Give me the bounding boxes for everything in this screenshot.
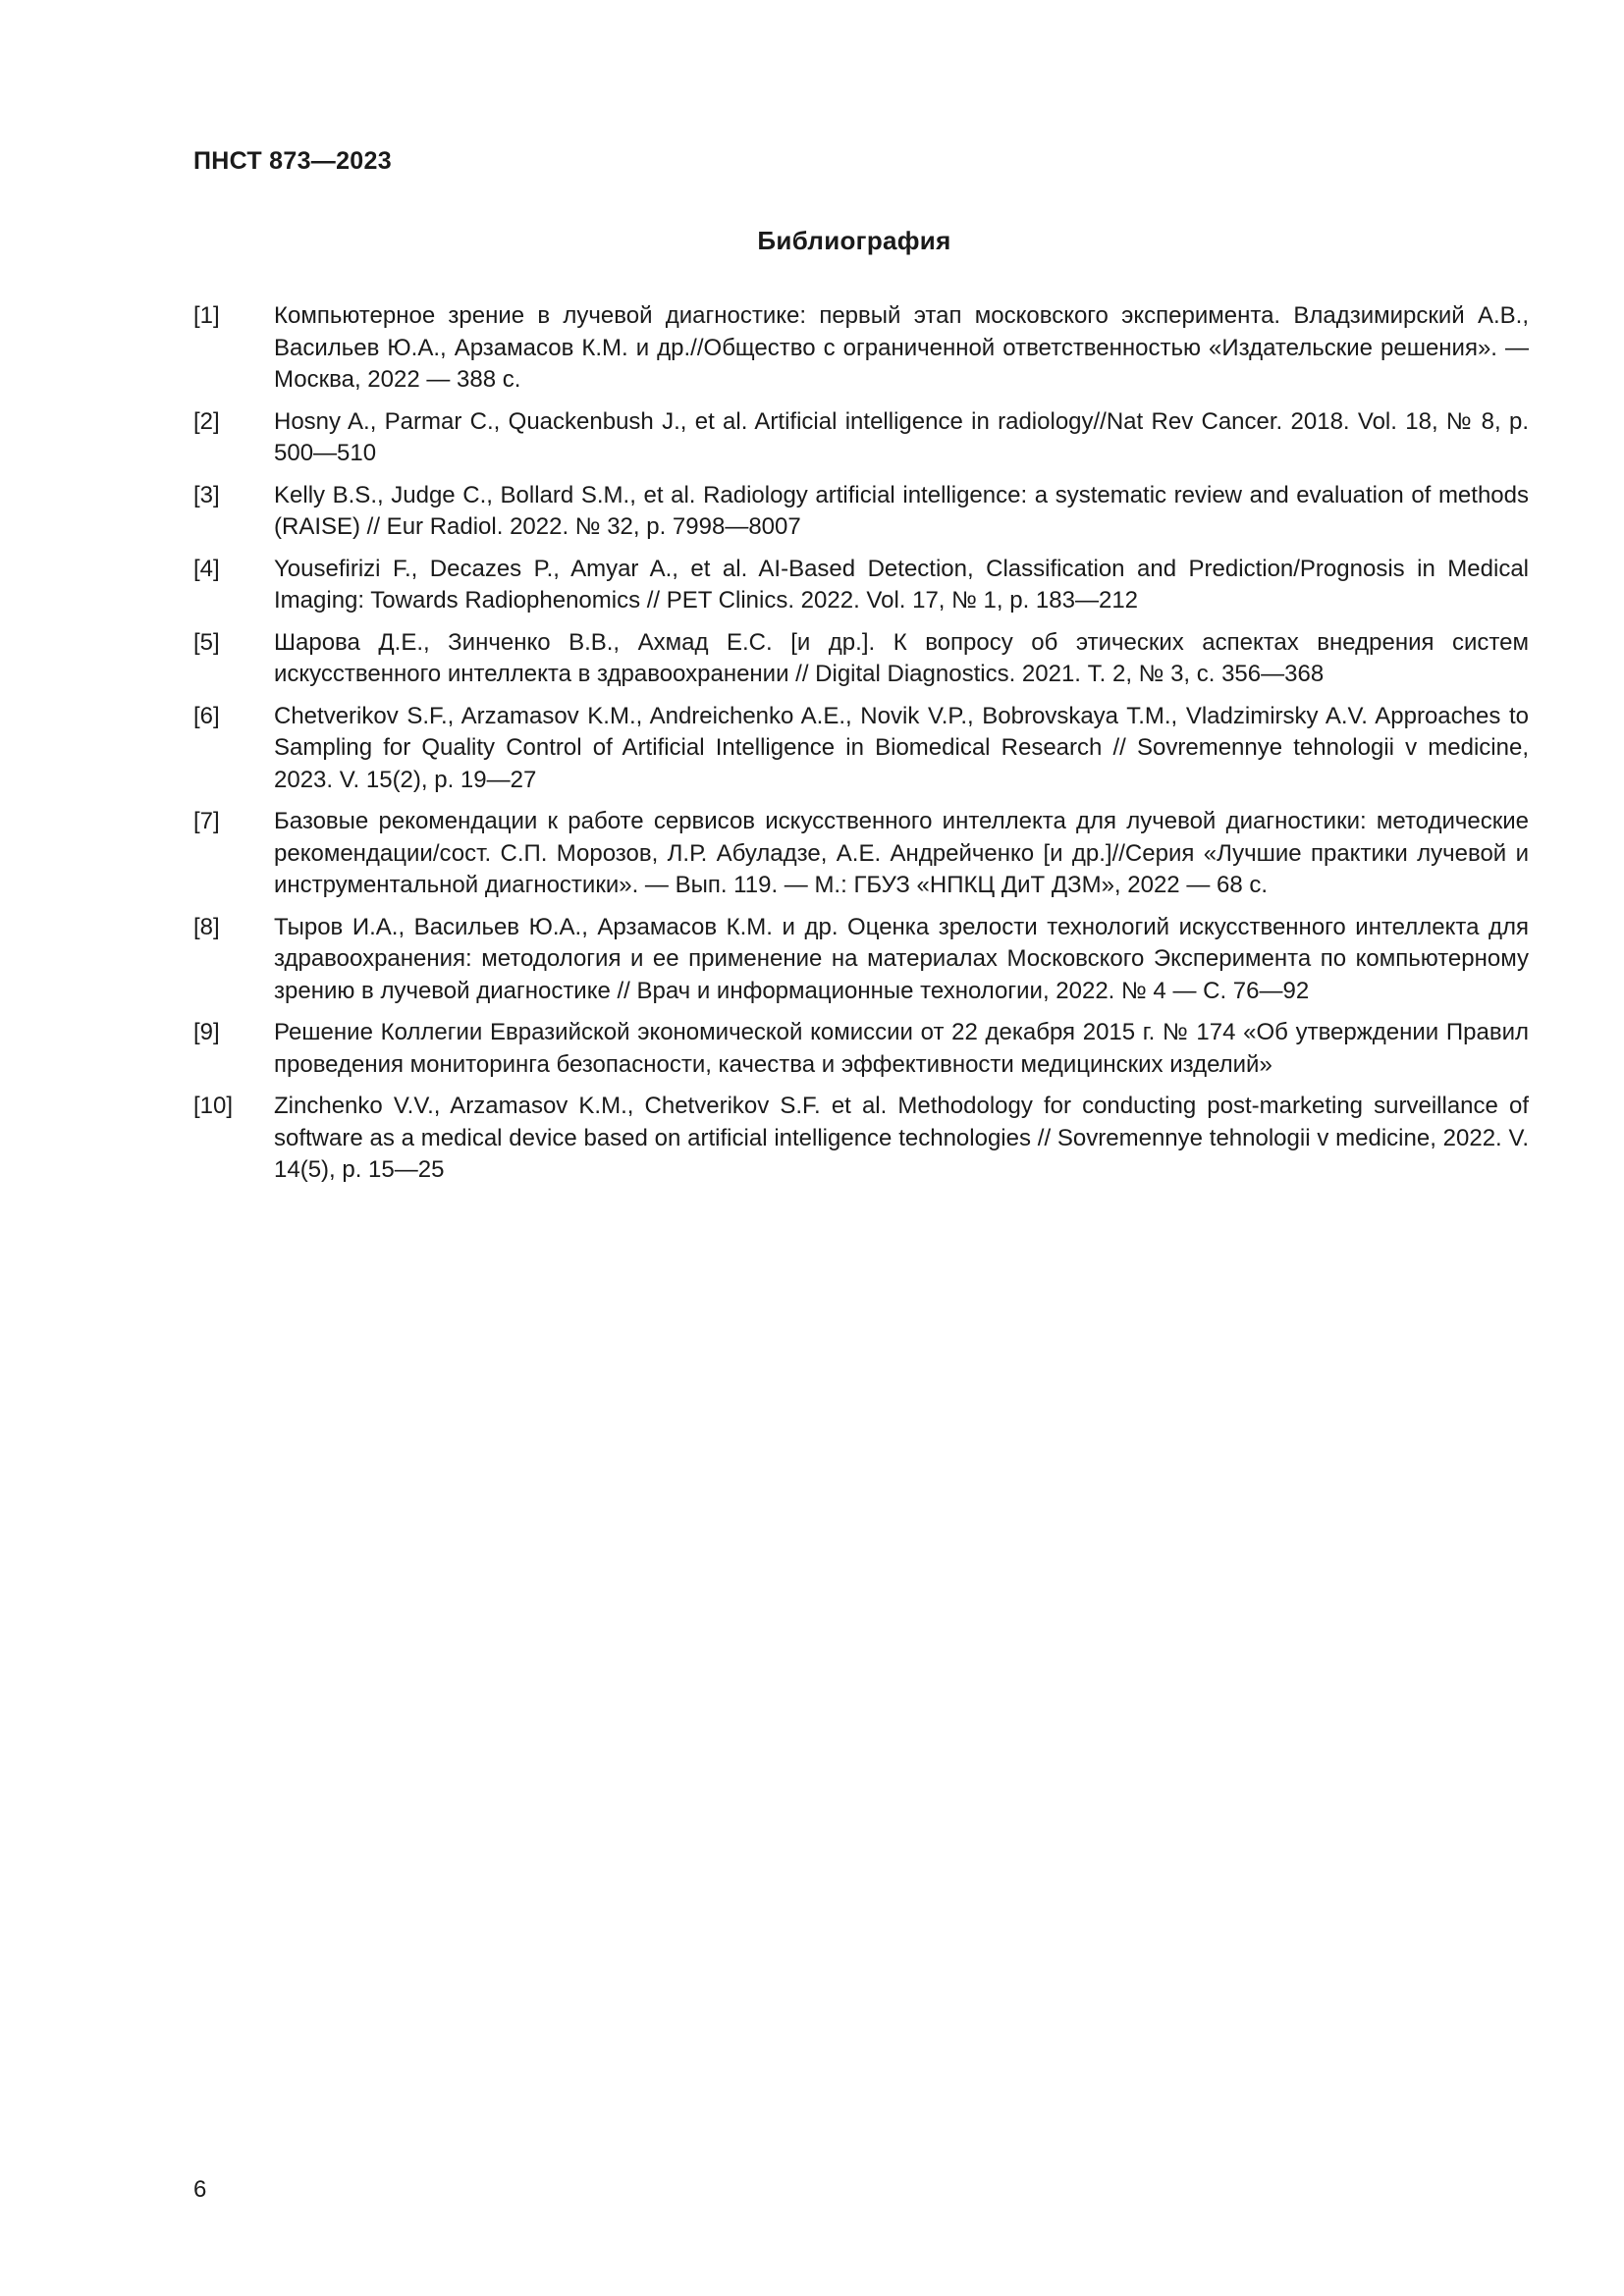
- bibliography-entry-6: [193, 701, 1529, 797]
- entry-number: [2]: [193, 407, 220, 435]
- entry-number: [3]: [193, 481, 220, 508]
- entry-text: Kelly B.S., Judge C., Bollard S.M., et al. Radiology artificial intelligence: a systematic review and evaluation of methods (RAISE) // Eur Radiol. 2022. № 32, p. 7998—8007: [274, 481, 1529, 540]
- entry-text: Chetverikov S.F., Arzamasov K.M., Andreichenko A.E., Novik V.P., Bobrovskaya T.M., Vladzimirsky A.V. Approaches to Sampling for Quality Control of Artificial Intelligence in Biomedical Research // Sovremennye tehnologii v medicine, 2023. V. 15(2), p. 19—27: [274, 702, 1529, 793]
- bibliography-entry-1: [193, 300, 1529, 397]
- bibliography-entry-10: [193, 1091, 1529, 1187]
- bibliography-entry-5: [193, 627, 1529, 691]
- bibliography-entry-4: [193, 554, 1529, 617]
- entry-text: Шарова Д.Е., Зинченко В.В., Ахмад Е.С. [и др.]. К вопросу об этических аспектах внедрения систем искусственного интеллекта в здравоохранении // Digital Diagnostics. 2021. Т. 2, № 3, с. 356—368: [274, 628, 1529, 687]
- entry-number: [10]: [193, 1093, 234, 1119]
- entry-text: Тыров И.А., Васильев Ю.А., Арзамасов К.М. и др. Оценка зрелости технологий искусственного интеллекта для здравоохранения: методология и ее применение на материалах Московского Эксперимента по компьютерному зрению в лучевой диагностике // Врач и информационные технологии, 2022. № 4 — С. 76—92: [274, 913, 1529, 1004]
- bibliography-entry-7: [193, 806, 1529, 902]
- entry-number: [1]: [193, 302, 220, 329]
- entry-text: Базовые рекомендации к работе сервисов искусственного интеллекта для лучевой диагностики: методические рекомендации/сост. С.П. Морозов, Л.Р. Абуладзе, А.Е. Андрейченко [и др.]//Серия «Лучшие практики лучевой и инструментальной диагностики». — Вып. 119. — М.: ГБУЗ «НПКЦ ДиТ ДЗМ», 2022 — 68 с.: [274, 808, 1529, 898]
- entry-number: [6]: [193, 702, 220, 729]
- bibliography-entry-2: [193, 406, 1529, 470]
- entry-number: [4]: [193, 555, 220, 582]
- bibliography-entry-9: [193, 1017, 1529, 1081]
- entry-text: Hosny A., Parmar C., Quackenbush J., et al. Artificial intelligence in radiology//Nat Rev Cancer. 2018. Vol. 18, № 8, p. 500—510: [274, 407, 1529, 466]
- entry-number: [9]: [193, 1019, 220, 1045]
- entry-text: Компьютерное зрение в лучевой диагностике: первый этап московского эксперимента. Владзимирский А.В., Васильев Ю.А., Арзамасов К.М. и др.//Общество с ограниченной ответственностью «Издательские решения». — Москва, 2022 — 388 с.: [274, 302, 1529, 393]
- entry-number: [8]: [193, 913, 220, 940]
- bibliography-list: [193, 300, 1529, 1197]
- entry-number: [5]: [193, 628, 220, 656]
- entry-text: Zinchenko V.V., Arzamasov K.M., Chetverikov S.F. et al. Methodology for conducting post-marketing surveillance of software as a medical device based on artificial intelligence technologies // Sovremennye tehnologii v medicine, 2022. V. 14(5), p. 15—25: [274, 1093, 1529, 1183]
- bibliography-entry-3: [193, 480, 1529, 544]
- bibliography-title: Библиография: [757, 226, 951, 255]
- document-code: ПНСТ 873—2023: [193, 147, 392, 175]
- entry-number: [7]: [193, 808, 220, 834]
- entry-text: Yousefirizi F., Decazes P., Amyar A., et al. AI-Based Detection, Classification and Prediction/Prognosis in Medical Imaging: Towards Radiophenomics // PET Clinics. 2022. Vol. 17, № 1, p. 183—212: [274, 555, 1529, 614]
- bibliography-entry-8: [193, 912, 1529, 1008]
- entry-text: Решение Коллегии Евразийской экономической комиссии от 22 декабря 2015 г. № 174 «Об утверждении Правил проведения мониторинга безопасности, качества и эффективности медицинских изделий»: [274, 1019, 1529, 1078]
- page-number: 6: [193, 2176, 207, 2203]
